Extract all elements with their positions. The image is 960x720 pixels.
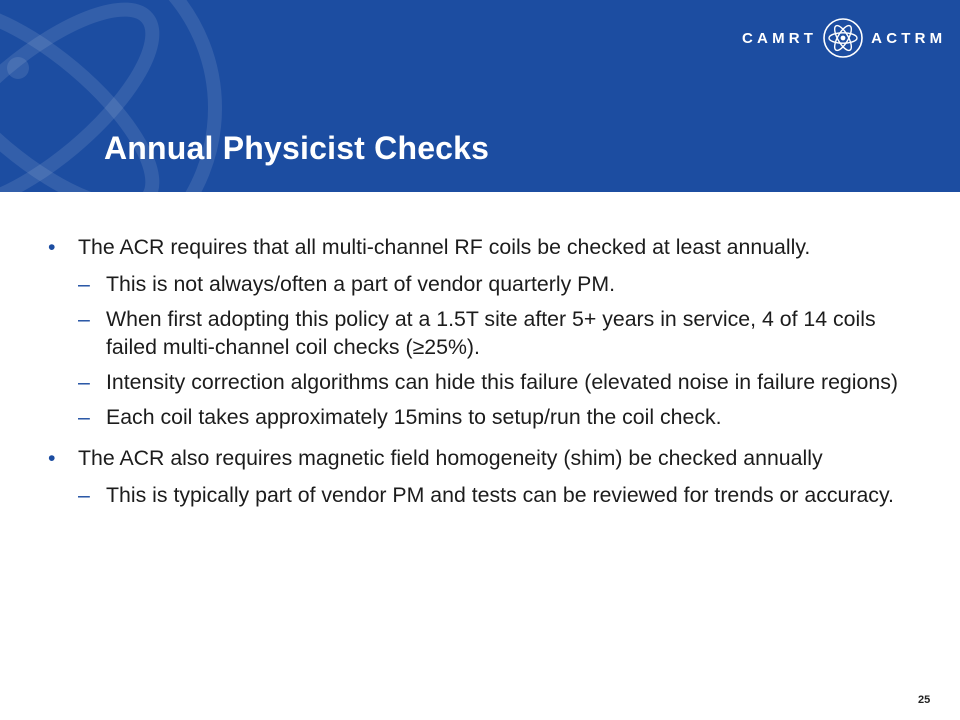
slide-title: Annual Physicist Checks (104, 130, 490, 166)
sub-bullet-item (48, 305, 928, 361)
sub-bullet-item (48, 403, 928, 431)
sub-bullet-item (48, 270, 928, 298)
bullet-marker: • (48, 446, 56, 470)
sub-bullet-text: Each coil takes approximately 15mins to setup/run the coil check. (106, 405, 722, 429)
dash-marker: – (78, 272, 90, 296)
bullet-item (48, 233, 928, 261)
header-banner (0, 0, 960, 192)
sub-bullet-text: Intensity correction algorithms can hide this failure (elevated noise in failure regions) (106, 370, 898, 394)
sub-bullet-text: This is not always/often a part of vendor quarterly PM. (106, 272, 615, 296)
dash-marker: – (78, 483, 90, 507)
logo-text-right: ACTRM (871, 29, 947, 47)
slide-body (48, 233, 928, 509)
bullet-text: The ACR also requires magnetic field homogeneity (shim) be checked annually (78, 446, 823, 470)
dash-marker: – (78, 370, 90, 394)
dash-marker: – (78, 405, 90, 429)
logo-text-left: CAMRT (742, 29, 818, 47)
sub-bullet-item (48, 368, 928, 396)
bullet-marker: • (48, 235, 56, 259)
bullet-item (48, 444, 928, 472)
atom-icon (821, 16, 865, 60)
sub-bullet-item (48, 481, 928, 509)
dash-marker: – (78, 307, 90, 331)
sub-bullet-text: When first adopting this policy at a 1.5T site after 5+ years in service, 4 of 14 coils failed multi-channel coil checks (≥25%). (106, 307, 876, 359)
page-number: 25 (918, 694, 931, 706)
bullet-text: The ACR requires that all multi-channel RF coils be checked at least annually. (78, 235, 811, 259)
sub-bullet-text: This is typically part of vendor PM and tests can be reviewed for trends or accuracy. (106, 483, 894, 507)
camrt-logo (742, 16, 946, 60)
